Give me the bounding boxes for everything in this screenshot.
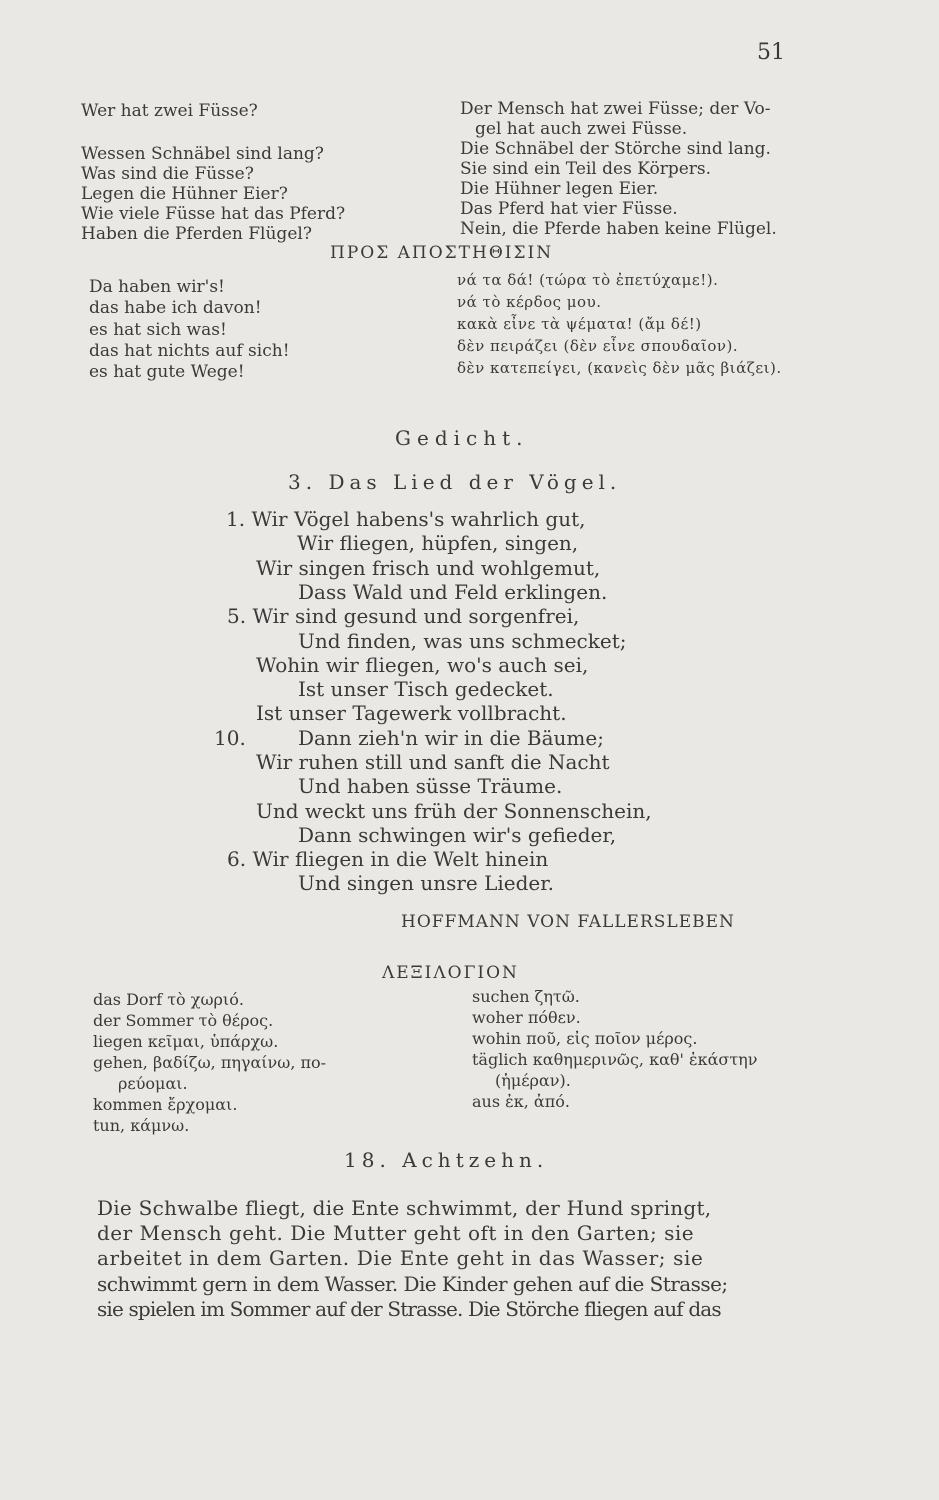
phrase-de-4: das hat nichts auf sich! xyxy=(89,341,290,361)
poem-line-12: Und haben süsse Träume. xyxy=(298,774,563,798)
vocab-left-7: tun, κάμνω. xyxy=(93,1116,190,1135)
phrase-gr-3: κακὰ εἶνε τὰ ψέματα! (ἄμ δέ!) xyxy=(457,315,702,333)
answer-1a: Der Mensch hat zwei Füsse; der Vo- xyxy=(460,99,771,119)
question-1: Wer hat zwei Füsse? xyxy=(81,101,258,121)
poem-line-5: 5. Wir sind gesund und sorgenfrei, xyxy=(227,604,580,628)
gedicht-heading: Gedicht. xyxy=(395,426,529,450)
poem-line-16: Und singen unsre Lieder. xyxy=(298,871,554,895)
answer-4: Die Hühner legen Eier. xyxy=(460,179,659,199)
phrase-de-5: es hat gute Wege! xyxy=(89,362,245,382)
prose-line-3: arbeitet in dem Garten. Die Ente geht in das Wasser; sie xyxy=(97,1246,704,1270)
page-number: 51 xyxy=(757,40,785,65)
poem-line-8: Ist unser Tisch gedecket. xyxy=(298,677,554,701)
prose-line-1: Die Schwalbe fliegt, die Ente schwimmt, der Hund springt, xyxy=(97,1196,712,1220)
answer-1b: gel hat auch zwei Füsse. xyxy=(475,119,688,139)
section-heading-memorization: ΠΡΟΣ ΑΠΟΣΤΗΘΙΣΙΝ xyxy=(330,243,554,263)
phrase-de-3: es hat sich was! xyxy=(89,320,227,340)
vocab-left-5: ρεύομαι. xyxy=(118,1074,188,1093)
phrase-gr-2: νά τὸ κέρδος μου. xyxy=(457,293,602,311)
question-5: Wie viele Füsse hat das Pferd? xyxy=(81,204,346,224)
vocab-left-2: der Sommer τὸ θέρος. xyxy=(93,1011,274,1030)
vocab-right-5: (ἡμέραν). xyxy=(495,1071,571,1090)
prose-line-4: schwimmt gern in dem Wasser. Die Kinder gehen auf die Strasse; xyxy=(97,1272,728,1296)
vocab-right-2: woher πόθεν. xyxy=(472,1008,581,1027)
poem-title: 3. Das Lied der Vögel. xyxy=(288,470,622,494)
question-4: Legen die Hühner Eier? xyxy=(81,184,288,204)
poem-line-4: Dass Wald und Feld erklingen. xyxy=(298,580,608,604)
poem-line-15: 6. Wir fliegen in die Welt hinein xyxy=(227,847,549,871)
vocab-left-1: das Dorf τὸ χωριό. xyxy=(93,990,244,1009)
vocab-left-4: gehen, βαδίζω, πηγαίνω, πο- xyxy=(93,1053,327,1072)
answer-5: Das Pferd hat vier Füsse. xyxy=(460,199,678,219)
phrase-gr-1: νά τα δά! (τώρα τὸ ἐπετύχαμε!). xyxy=(457,271,719,289)
phrase-de-1: Da haben wir's! xyxy=(89,277,225,297)
poem-line-14: Dann schwingen wir's gefieder, xyxy=(298,823,617,847)
poem-line-13: Und weckt uns früh der Sonnenschein, xyxy=(256,799,652,823)
phrase-gr-4: δὲν πειράζει (δὲν εἶνε σπουδαῖον). xyxy=(457,337,739,355)
vocab-right-3: wohin ποῦ, εἰς ποῖον μέρος. xyxy=(472,1029,698,1048)
prose-line-2: der Mensch geht. Die Mutter geht oft in den Garten; sie xyxy=(97,1221,695,1245)
answer-6: Nein, die Pferde haben keine Flügel. xyxy=(460,219,777,239)
vocab-left-6: kommen ἔρχομαι. xyxy=(93,1095,238,1114)
phrase-gr-5: δὲν κατεπείγει, (κανεὶς δὲν μᾶς βιάζει). xyxy=(457,359,782,377)
poem-author: HOFFMANN VON FALLERSLEBEN xyxy=(401,912,735,932)
vocab-right-6: aus ἐκ, ἀπό. xyxy=(472,1092,570,1111)
lesson-heading: 18. Achtzehn. xyxy=(344,1148,549,1172)
poem-line-2: Wir fliegen, hüpfen, singen, xyxy=(297,531,579,555)
poem-line-3: Wir singen frisch und wohlgemut, xyxy=(256,556,601,580)
answer-3: Sie sind ein Teil des Körpers. xyxy=(460,159,712,179)
question-2: Wessen Schnäbel sind lang? xyxy=(81,144,324,164)
section-heading-vocabulary: ΛΕΞΙΛΟΓΙΟΝ xyxy=(382,963,519,983)
poem-line-11: Wir ruhen still und sanft die Nacht xyxy=(256,750,610,774)
poem-line-1: 1. Wir Vögel habens's wahrlich gut, xyxy=(226,507,586,531)
poem-line-6: Und finden, was uns schmecket; xyxy=(298,629,627,653)
vocab-right-1: suchen ζητῶ. xyxy=(472,987,580,1006)
answer-2: Die Schnäbel der Störche sind lang. xyxy=(460,139,771,159)
poem-line-number-10: 10. xyxy=(214,726,246,750)
question-6: Haben die Pferden Flügel? xyxy=(81,224,312,244)
phrase-de-2: das habe ich davon! xyxy=(89,298,262,318)
poem-line-7: Wohin wir fliegen, wo's auch sei, xyxy=(256,653,589,677)
poem-line-9: Ist unser Tagewerk vollbracht. xyxy=(256,701,567,725)
prose-line-5: sie spielen im Sommer auf der Strasse. Die Störche fliegen auf das xyxy=(97,1297,721,1321)
vocab-left-3: liegen κεῖμαι, ὑπάρχω. xyxy=(93,1032,279,1051)
question-3: Was sind die Füsse? xyxy=(81,164,254,184)
poem-line-10: Dann zieh'n wir in die Bäume; xyxy=(298,726,604,750)
vocab-right-4: täglich καθημερινῶς, καθ' ἑκάστην xyxy=(472,1050,758,1069)
